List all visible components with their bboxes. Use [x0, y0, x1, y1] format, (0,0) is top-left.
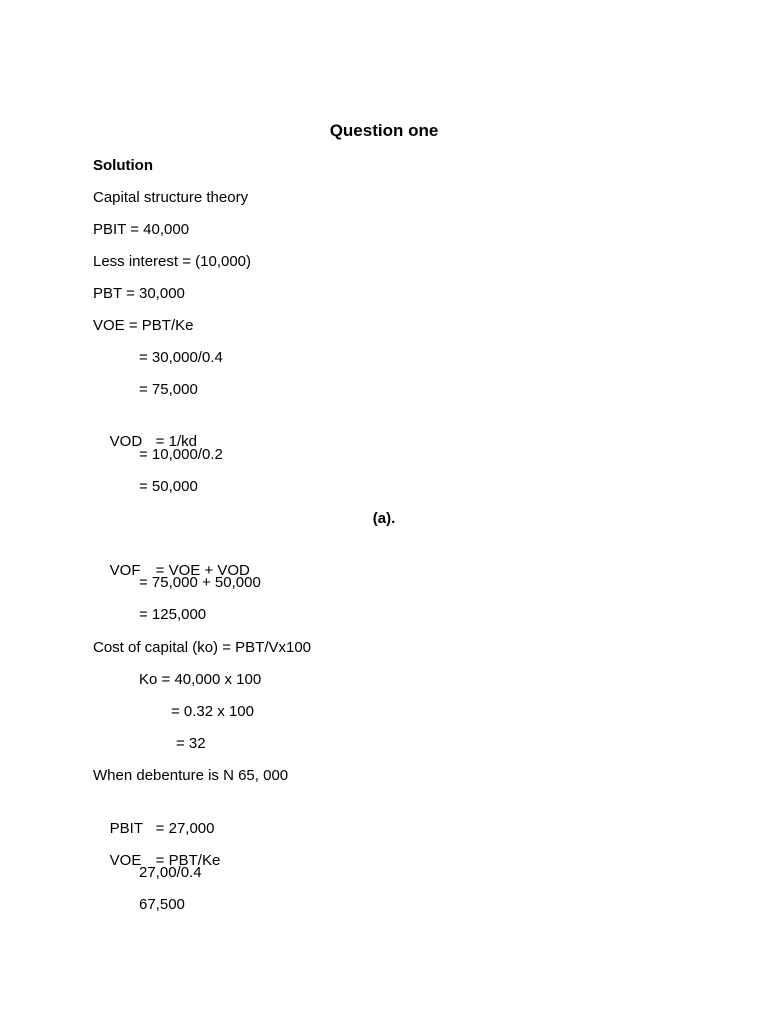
line-value: = 1/kd [155, 433, 197, 450]
solution-heading: Solution [93, 157, 153, 174]
text-line: = 0.32 x 100 [171, 703, 254, 720]
text-line: VOE = PBT/Ke [93, 317, 194, 334]
text-line: PBT = 30,000 [93, 285, 185, 302]
text-line: Cost of capital (ko) = PBT/Vx100 [93, 639, 312, 656]
text-line: = 125,000 [139, 606, 207, 623]
line-label: VOD [109, 433, 143, 450]
line-label: VOF [109, 562, 141, 579]
text-line: 67,500 [139, 896, 185, 913]
text-line: Ko = 40,000 x 100 [139, 671, 262, 688]
text-line: = 75,000 + 50,000 [139, 574, 261, 591]
text-line: = 32 [176, 735, 206, 752]
page-title: Question one [329, 121, 439, 140]
text-line: = 30,000/0.4 [139, 349, 223, 366]
line-value: = PBT/Ke [155, 852, 221, 869]
text-line: = 50,000 [139, 478, 198, 495]
text-line: When debenture is N 65, 000 [93, 767, 289, 784]
part-a-heading: (a). [372, 510, 396, 527]
text-line: PBIT = 40,000 [93, 221, 190, 238]
line-label: PBIT [109, 820, 144, 837]
text-line: = 10,000/0.2 [139, 446, 223, 463]
line-value: = 27,000 [155, 820, 215, 837]
text-line: Capital structure theory [93, 189, 249, 206]
line-value: = VOE + VOD [155, 562, 250, 579]
text-line: 27,00/0.4 [139, 864, 202, 881]
text-line: Less interest = (10,000) [93, 253, 252, 270]
line-label: VOE [109, 852, 142, 869]
text-line: = 75,000 [139, 381, 198, 398]
